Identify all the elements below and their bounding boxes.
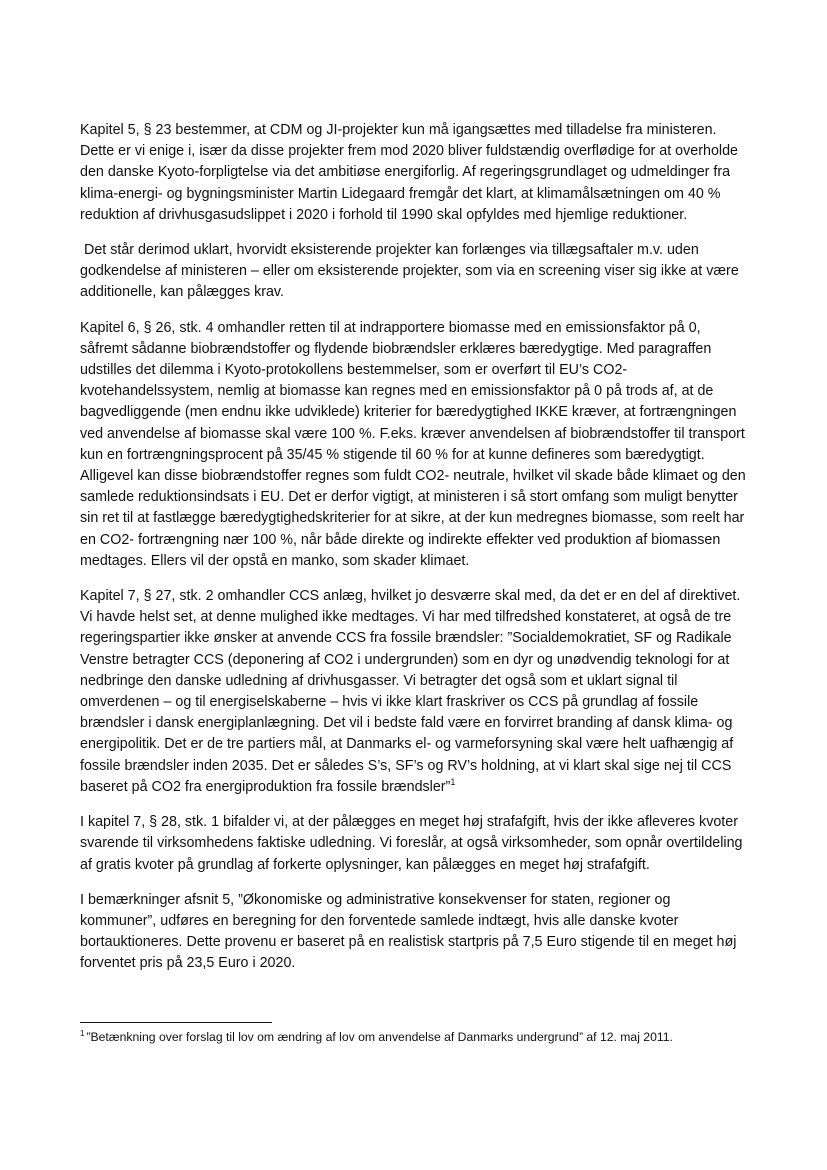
footnote <box>80 1029 760 1045</box>
paragraph-kapitel-7-ccs-text: Kapitel 7, § 27, stk. 2 omhandler CCS anlæg, hvilket jo desværre skal med, da det er en del af direktivet. Vi havde helst set, at denne mulighed ikke medtages. Vi har med tilfredshed konstateret, at også de tre regeringspartier ikke ønsker at anvende CCS fra fossile brændsler: ”Socialdemokratiet, SF og Radikale Venstre betragter CCS (deponering af CO2 i undergrunden) som en dyr og unødvendig teknologi for at nedbringe den danske udledning af drivhusgasser. Vi betragter det også som et uklart signal til omverdenen – og til energiselskaberne – hvis vi ikke klart fraskriver os CCS på grundlag af fossile brændsler i dansk energiplanlægning. Det vil i bedste fald være en forvirret branding af dansk klima- og energipolitik. Det er de tre partiers mål, at Danmarks el- og varmeforsyning skal være helt uafhængig af fossile brændsler inden 2035. Det er således S’s, SF’s og RV’s holdning, at vi klart skal sige nej til CCS baseret på CO2 fra energiproduktion fra fossile brændsler” <box>80 588 741 795</box>
paragraph-kapitel-5: Kapitel 5, § 23 bestemmer, at CDM og JI-projekter kun må igangsættes med tilladelse fra ministeren. Dette er vi enige i, især da disse projekter frem mod 2020 bliver fuldstændig overflødige for at overholde den danske Kyoto-forpligtelse via det ambitiøse energiforlig. Af regeringsgrundlaget og udmeldinger fra klima-energi- og bygningsminister Martin Lidegaard fremgår det klart, at klimamålsætningen om 40 % reduktion af drivhusgasudslippet i 2020 i forhold til 1990 skal opfyldes med hjemlige reduktioner. <box>80 122 738 223</box>
document-body <box>80 120 748 989</box>
paragraph-uklart-projekter: Det står derimod uklart, hvorvidt eksisterende projekter kan forlænges via tillægsaftaler m.v. uden godkendelse af ministeren – eller om eksisterende projekter, som via en screening viser sig ikke at være additionelle, kan pålægges krav. <box>80 242 739 301</box>
footnote-number: 1 <box>80 1028 85 1038</box>
footnote-separator <box>80 1022 272 1023</box>
footnote-text: ”Betænkning over forslag til lov om ændring af lov om anvendelse af Danmarks undergrund” af 12. maj 2011. <box>86 1030 673 1044</box>
paragraph-kapitel-7-ccs <box>80 586 748 798</box>
paragraph-bemaerkninger-afsnit-5: I bemærkninger afsnit 5, ”Økonomiske og administrative konsekvenser for staten, regioner og kommuner”, udføres en beregning for den forventede samlede indtægt, hvis alle danske kvoter bortauktioneres. Dette provenu er baseret på en realistisk startpris på 7,5 Euro stigende til en meget høj forventet pris på 23,5 Euro i 2020. <box>80 891 737 972</box>
footnote-reference: 1 <box>450 777 456 788</box>
paragraph-kapitel-6-biomasse: Kapitel 6, § 26, stk. 4 omhandler retten til at indrapportere biomasse med en emissionsfaktor på 0, såfremt sådanne biobrændstoffer og flydende biobrændsler erklæres bæredygtige. Med paragraffen udstilles det dilemma i Kyoto-protokollens bestemmelser, som er overført til EU’s CO2- kvotehandelssystem, nemlig at biomasse kan regnes med en emissionsfaktor på 0 på trods af, at de bagvedliggende (men endnu ikke udviklede) kriterier for bæredygtighed IKKE kræver, at fortrængningen ved anvendelse af biomasse skal være 100 %. F.eks. kræver anvendelsen af biobrændstoffer til transport kun en fortrængningsprocent på 35/45 % stigende til 60 % for at kunne defineres som bæredygtigt. Alligevel kan disse biobrændstoffer regnes som fuldt CO2- neutrale, hvilket vil skade både klimaet og den samlede reduktionsindsats i EU. Det er derfor vigtigt, at ministeren i så stort omfang som muligt benytter sin ret til at fastlægge bæredygtighedskriterier for at sikre, at der kun medregnes biomasse, som reelt har en CO2- fortrængning nær 100 %, når både direkte og indirekte effekter ved produktion af biomassen medtages. Ellers vil der opstå en manko, som skader klimaet. <box>80 319 746 569</box>
paragraph-kapitel-7-strafafgift: I kapitel 7, § 28, stk. 1 bifalder vi, at der pålægges en meget høj strafafgift, hvis der ikke afleveres kvoter svarende til virksomhedens faktiske udledning. Vi foreslår, at også virksomheder, som opnår overtildeling af gratis kvoter på grundlag af forkerte oplysninger, kan pålægges en meget høj strafafgift. <box>80 814 743 873</box>
